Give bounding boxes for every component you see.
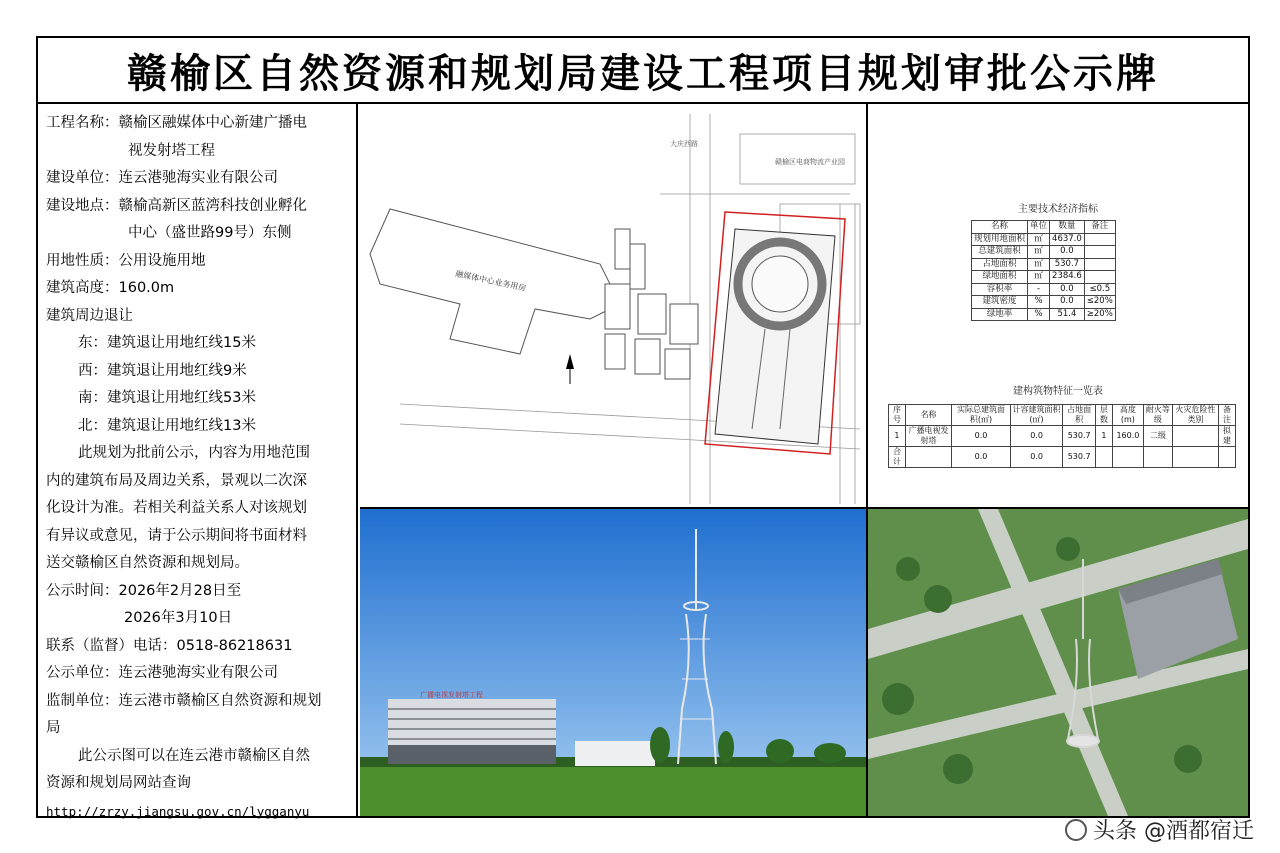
note-line: 内的建筑布局及周边关系，景观以二次深 — [46, 472, 307, 489]
table-row — [889, 426, 1236, 447]
site-plan — [360, 104, 868, 509]
setback-west: 西：建筑退让用地红线9米 — [78, 362, 247, 379]
table-cell — [1112, 447, 1143, 468]
table-cell: 0.0 — [1010, 447, 1063, 468]
table-cell: 拟建 — [1219, 426, 1236, 447]
table-cell — [1172, 447, 1218, 468]
table-cell: 0.0 — [1050, 246, 1085, 259]
table-row — [972, 258, 1116, 271]
table-cell: 4637.0 — [1050, 233, 1085, 246]
tower-photo — [360, 509, 866, 816]
page-title: 赣榆区自然资源和规划局建设工程项目规划审批公示牌 — [127, 50, 1159, 97]
land-use-line: 用地性质：公用设施用地 — [46, 252, 206, 269]
table-cell: 广播电视发射塔 — [905, 426, 951, 447]
table-cell: 0.0 — [1010, 426, 1063, 447]
spec-table — [971, 220, 1116, 321]
table-row — [972, 233, 1116, 246]
note-line: 化设计为准。若相关利益关系人对该规划 — [46, 500, 307, 516]
project-name-line-2: 视发射塔工程 — [128, 142, 215, 159]
table-cell: 530.7 — [1050, 258, 1085, 271]
table-cell: 51.4 — [1050, 308, 1085, 321]
table-cell: 0.0 — [1050, 283, 1085, 296]
location-line: 建设地点：赣榆高新区蓝湾科技创业孵化 — [46, 197, 307, 214]
table-cell — [905, 447, 951, 468]
table-cell: ㎡ — [1028, 233, 1050, 246]
table-row — [889, 447, 1236, 468]
tables-panel — [868, 104, 1248, 509]
publisher-line: 公示单位：连云港驰海实业有限公司 — [46, 665, 278, 681]
table-header-cell: 单位 — [1028, 221, 1050, 234]
title-row — [38, 38, 1248, 104]
watermark — [1065, 814, 1254, 845]
site-plan-drawing — [360, 104, 866, 507]
table-row — [972, 271, 1116, 284]
website-link[interactable]: http://zrzy.jiangsu.gov.cn/lygganyu — [46, 803, 310, 819]
table-cell: 容积率 — [972, 283, 1028, 296]
table-cell: 1 — [1095, 426, 1112, 447]
table-cell — [1144, 447, 1173, 468]
table-cell: ≥20% — [1084, 308, 1115, 321]
table-header-cell: 数量 — [1050, 221, 1085, 234]
building-table — [888, 404, 1236, 468]
tower-rendering — [360, 509, 868, 816]
period-line: 公示时间：2026年2月28日至 — [46, 582, 242, 599]
table-row — [972, 308, 1116, 321]
project-name-line: 工程名称：赣榆区融媒体中心新建广播电 — [46, 115, 307, 131]
building-label: 融媒体中心业务用房 — [454, 269, 527, 293]
table-cell: ≤20% — [1084, 296, 1115, 309]
table-cell — [1084, 246, 1115, 259]
table-cell: 160.0 — [1112, 426, 1143, 447]
table-cell — [1084, 271, 1115, 284]
watermark-text: 头条 @酒都宿迁 — [1093, 819, 1254, 844]
table-header-cell: 占地面积 — [1063, 405, 1096, 426]
aerial-view — [868, 509, 1248, 816]
media-center-building — [388, 690, 556, 764]
table-cell: - — [1028, 283, 1050, 296]
query-line-2: 资源和规划局网站查询 — [46, 775, 191, 791]
table-header-cell: 火灾危险性类别 — [1172, 405, 1218, 426]
north-arrow-icon — [566, 354, 574, 384]
bld-table-title: 建构筑物特征一览表 — [1013, 386, 1103, 397]
setback-north: 北：建筑退让用地红线13米 — [78, 417, 256, 434]
height-line: 建筑高度：160.0m — [46, 280, 175, 296]
supervisor-line-2: 局 — [46, 720, 61, 736]
table-header-cell: 名称 — [905, 405, 951, 426]
table-cell — [1219, 447, 1236, 468]
table-row — [972, 296, 1116, 309]
table-cell: 530.7 — [1063, 447, 1096, 468]
table-header-cell: 耐火等级 — [1144, 405, 1173, 426]
table-cell — [1084, 233, 1115, 246]
table-header-cell: 名称 — [972, 221, 1028, 234]
project-info-panel — [38, 104, 358, 819]
table-header-cell: 计容建筑面积(㎡) — [1010, 405, 1063, 426]
supervisor-line: 监制单位：连云港市赣榆区自然资源和规划 — [46, 692, 322, 709]
table-cell — [1095, 447, 1112, 468]
toutiao-logo-icon — [1065, 819, 1087, 841]
table-cell: 建筑密度 — [972, 296, 1028, 309]
table-cell: ㎡ — [1028, 246, 1050, 259]
table-cell: ≤0.5 — [1084, 283, 1115, 296]
table-cell: 0.0 — [1050, 296, 1085, 309]
road-label: 大庆西路 — [670, 140, 698, 148]
park-label: 赣榆区电商物流产业园 — [775, 158, 845, 166]
note-line: 有异议或意见，请于公示期间将书面材料 — [46, 527, 307, 544]
table-cell: 总建筑面积 — [972, 246, 1028, 259]
table-cell — [1084, 258, 1115, 271]
building-sign: 广播电视发射塔工程 — [420, 691, 483, 699]
query-line: 此公示图可以在连云港市赣榆区自然 — [78, 747, 310, 764]
location-line-2: 中心（盛世路99号）东侧 — [128, 225, 292, 241]
table-cell: 0.0 — [952, 426, 1011, 447]
table-cell: 绿地率 — [972, 308, 1028, 321]
table-row — [972, 283, 1116, 296]
table-cell: 绿地面积 — [972, 271, 1028, 284]
table-cell: ㎡ — [1028, 271, 1050, 284]
table-cell — [1172, 426, 1218, 447]
period-line-2: 2026年3月10日 — [124, 610, 233, 626]
table-cell: ㎡ — [1028, 258, 1050, 271]
table-cell: 二级 — [1144, 426, 1173, 447]
table-cell: 规划用地面积 — [972, 233, 1028, 246]
table-cell: 占地面积 — [972, 258, 1028, 271]
aerial-rendering — [868, 509, 1248, 816]
setback-title: 建筑周边退让 — [46, 307, 133, 324]
table-cell: 合计 — [889, 447, 906, 468]
table-cell: 1 — [889, 426, 906, 447]
table-cell: 0.0 — [952, 447, 1011, 468]
setback-south: 南：建筑退让用地红线53米 — [78, 390, 256, 406]
table-row — [972, 246, 1116, 259]
table-cell: 530.7 — [1063, 426, 1096, 447]
table-cell: % — [1028, 308, 1050, 321]
table-header-cell: 实际总建筑面积(㎡) — [952, 405, 1011, 426]
setback-east: 东：建筑退让用地红线15米 — [78, 335, 256, 351]
table-header-cell: 备注 — [1219, 405, 1236, 426]
note-line: 送交赣榆区自然资源和规划局。 — [46, 555, 249, 571]
spec-table-title: 主要技术经济指标 — [1018, 204, 1098, 215]
notice-board — [36, 36, 1250, 818]
builder-line: 建设单位：连云港驰海实业有限公司 — [46, 170, 278, 186]
table-header-cell: 层数 — [1095, 405, 1112, 426]
contact-line: 联系（监督）电话：0518-86218631 — [46, 637, 293, 654]
table-header-cell: 备注 — [1084, 221, 1115, 234]
table-header-cell: 高度(m) — [1112, 405, 1143, 426]
table-cell: % — [1028, 296, 1050, 309]
table-header-cell: 序号 — [889, 405, 906, 426]
table-cell: 2384.6 — [1050, 271, 1085, 284]
note-line: 此规划为批前公示，内容为用地范围 — [78, 445, 310, 461]
